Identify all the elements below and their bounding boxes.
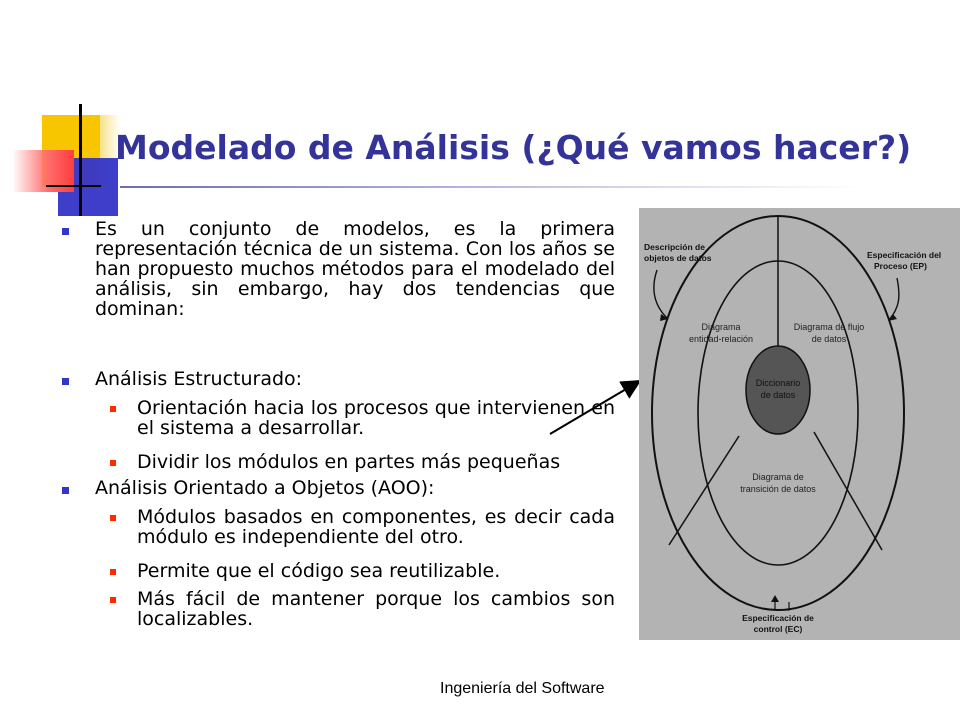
sub-bullet-marker xyxy=(110,597,116,603)
oo-heading: Análisis Orientado a Objetos (AOO): xyxy=(95,477,435,499)
bullet-marker xyxy=(62,487,69,494)
callout-curve-left xyxy=(654,270,667,318)
footer-text: Ingeniería del Software xyxy=(440,680,605,697)
slide-title: Modelado de Análisis (¿Qué vamos hacer?) xyxy=(115,128,912,167)
sub-bullet-marker xyxy=(110,569,116,575)
label-data-objects-2: objetos de datos xyxy=(644,253,712,263)
label-control-spec-1: Especificación de xyxy=(742,613,814,623)
label-data-objects-1: Descripción de xyxy=(644,242,705,252)
analysis-model-diagram xyxy=(639,208,960,640)
divider-left xyxy=(669,436,739,545)
decor-horizontal-line xyxy=(46,185,101,187)
oo-item-2: Permite que el código sea reutilizable. xyxy=(137,560,501,582)
label-dictionary-2: de datos xyxy=(760,390,796,400)
connector-arrow xyxy=(548,370,648,440)
label-dfd-2: de datos xyxy=(811,334,847,344)
divider-right xyxy=(814,432,882,550)
bullet-marker xyxy=(62,378,69,385)
label-process-spec-2: Proceso (EP) xyxy=(874,261,927,271)
sub-bullet-marker xyxy=(110,515,116,521)
label-process-spec-1: Especificación del xyxy=(867,250,942,260)
oo-item-1: Módulos basados en componentes, es decir cada módulo es independiente del otro. xyxy=(137,506,615,548)
label-dfd-1: Diagrama de flujo xyxy=(793,322,865,332)
label-dictionary-1: Diccionario xyxy=(755,378,801,388)
label-control-spec-2: control (EC) xyxy=(753,624,803,634)
structured-heading: Análisis Estructurado: xyxy=(95,368,303,390)
callout-arrowhead-bottom xyxy=(771,595,779,602)
title-underline xyxy=(120,186,860,188)
bullet-marker xyxy=(62,228,69,235)
label-std-1: Diagrama de xyxy=(752,472,804,482)
callout-arrowhead-right xyxy=(888,314,897,321)
structured-item-1: Orientación hacia los procesos que intervienen en el sistema a desarrollar. xyxy=(137,397,615,439)
sub-bullet-marker xyxy=(110,406,116,412)
label-er-1: Diagrama xyxy=(701,322,741,332)
oo-item-3: Más fácil de mantener porque los cambios son localizables. xyxy=(137,588,615,630)
callout-curve-right xyxy=(889,278,899,320)
intro-paragraph: Es un conjunto de modelos, es la primera representación técnica de un sistema. Con los años se han propuesto muchos métodos para el modelado del análisis, sin embargo, hay dos tendencias que dominan: xyxy=(95,218,615,320)
decor-vertical-line xyxy=(79,104,82,216)
structured-item-2: Dividir los módulos en partes más pequeñas xyxy=(137,451,561,473)
sub-bullet-marker xyxy=(110,460,116,466)
label-std-2: transición de datos xyxy=(740,484,816,494)
label-er-2: entidad-relación xyxy=(688,334,754,344)
